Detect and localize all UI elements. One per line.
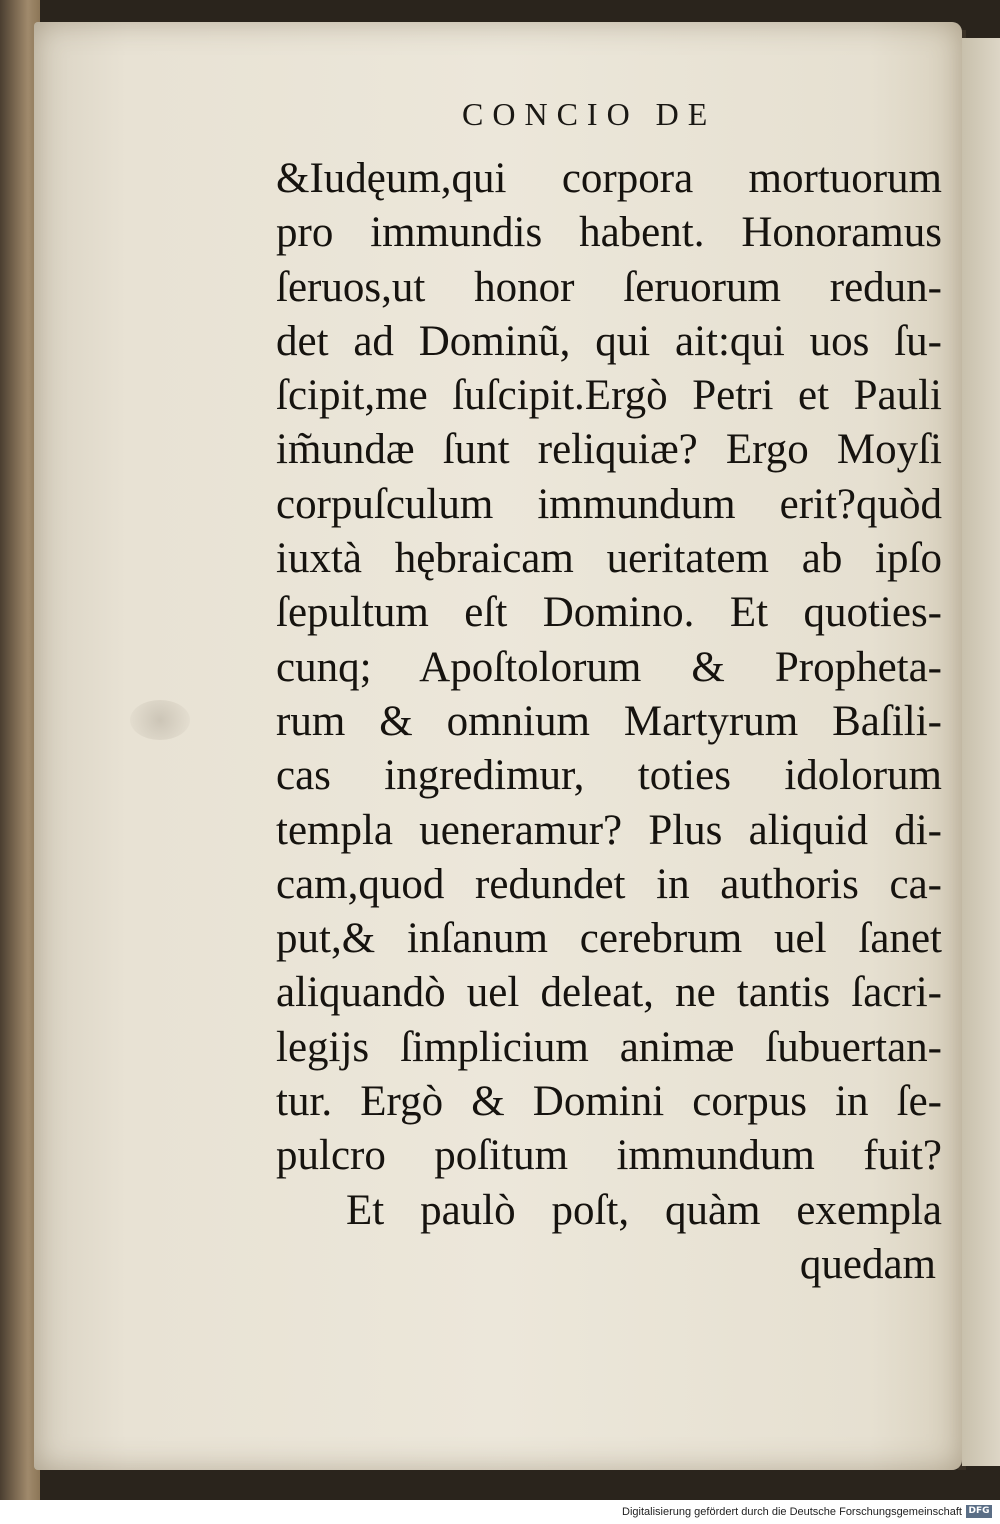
text-line: ſepultum eſt Domino. Et quoties- xyxy=(276,589,942,637)
text-line: im̃undæ ſunt reliquiæ? Ergo Moyſi xyxy=(276,426,942,474)
text-line: cunq; Apoſtolorum & Propheta- xyxy=(276,643,942,691)
running-head: CONCIO DE xyxy=(462,96,717,132)
paper-stain xyxy=(130,700,190,740)
footer-credit: Digitalisierung gefördert durch die Deutsche Forschungsgemeinschaft xyxy=(622,1506,962,1518)
text-line: put,& inſanum cerebrum uel ſanet xyxy=(276,915,942,963)
catchword: quedam xyxy=(799,1240,936,1288)
text-line: legijs ſimplicium animæ ſubuertan- xyxy=(276,1023,942,1071)
text-line: aliquandò uel deleat, ne tantis ſacri- xyxy=(276,969,942,1017)
text-line: cam,quod redundet in authoris ca- xyxy=(276,860,942,908)
text-line: pro immundis habent. Honoramus xyxy=(276,209,942,257)
text-line: pulcro poſitum immundum fuit? xyxy=(276,1132,942,1180)
text-line: ſcipit,me ſuſcipit.Ergò Petri et Pauli xyxy=(276,372,942,420)
text-block xyxy=(276,152,942,1292)
text-line: iuxtà hębraicam ueritatem ab ipſo xyxy=(276,535,942,583)
text-line: &Iudęum,qui corpora mortuorum xyxy=(276,155,942,202)
text-line: corpuſculum immundum erit?quòd xyxy=(276,480,942,528)
facing-page-edge xyxy=(962,38,1000,1466)
text-line: templa ueneramur? Plus aliquid di- xyxy=(276,806,942,854)
text-line: det ad Dominũ, qui ait:qui uos ſu- xyxy=(276,317,942,365)
dfg-logo-icon: DFG xyxy=(966,1505,992,1518)
text-line: rum & omnium Martyrum Baſili- xyxy=(276,697,942,745)
indented-line: Et paulò poſt, quàm exempla xyxy=(346,1186,942,1234)
text-line: cas ingredimur, toties idolorum xyxy=(276,752,942,800)
text-line: ſeruos,ut honor ſeruorum redun- xyxy=(276,263,942,311)
text-line: tur. Ergò & Domini corpus in ſe- xyxy=(276,1078,942,1126)
